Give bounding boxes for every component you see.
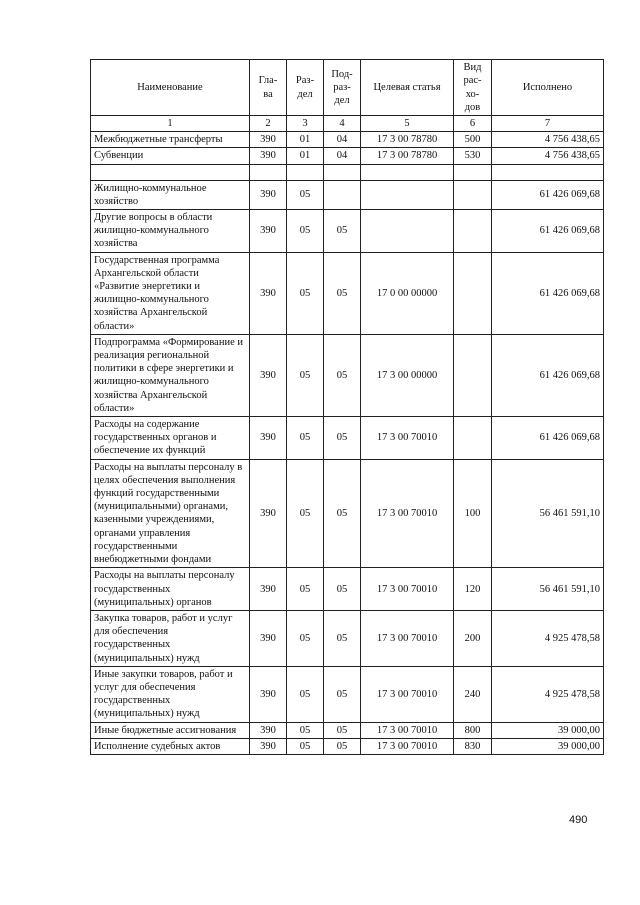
column-index-row: [91, 116, 604, 132]
table-row: [91, 180, 604, 209]
cell-target: 17 3 00 70010: [361, 417, 454, 460]
cell-vid: 100: [454, 459, 492, 568]
header-vid: Вид рас- хо- дов: [454, 60, 492, 116]
cell-razdel: 05: [287, 180, 324, 209]
blank-cell: [492, 164, 604, 180]
cell-name: Государственная программа Архангельской области «Развитие энергетики и жилищно-коммунального хозяйства Архангельской области»: [91, 252, 250, 334]
cell-target: 17 3 00 70010: [361, 459, 454, 568]
spacer-body: [91, 164, 604, 180]
cell-amount: 61 426 069,68: [492, 210, 604, 253]
cell-vid: [454, 417, 492, 460]
cell-amount: 4 756 438,65: [492, 148, 604, 164]
cell-target: [361, 180, 454, 209]
cell-amount: 61 426 069,68: [492, 334, 604, 416]
cell-podrazdel: [324, 180, 361, 209]
cell-glava: 390: [250, 210, 287, 253]
cell-amount: 4 925 478,58: [492, 610, 604, 666]
cell-vid: [454, 210, 492, 253]
cell-amount: 56 461 591,10: [492, 568, 604, 611]
cell-glava: 390: [250, 610, 287, 666]
cell-target: 17 3 00 78780: [361, 132, 454, 148]
cell-glava: 390: [250, 459, 287, 568]
cell-target: 17 3 00 78780: [361, 148, 454, 164]
cell-vid: 830: [454, 738, 492, 754]
cell-name: Иные закупки товаров, работ и услуг для обеспечения государственных (муниципальных) нужд: [91, 666, 250, 722]
cell-vid: 500: [454, 132, 492, 148]
cell-razdel: 05: [287, 459, 324, 568]
header-glava: Гла- ва: [250, 60, 287, 116]
cell-razdel: 05: [287, 210, 324, 253]
cell-razdel: 05: [287, 738, 324, 754]
table-row: [91, 568, 604, 611]
blank-cell: [324, 164, 361, 180]
cell-name: Закупка товаров, работ и услуг для обеспечения государственных (муниципальных) нужд: [91, 610, 250, 666]
cell-target: 17 3 00 70010: [361, 722, 454, 738]
index-cell: 6: [454, 116, 492, 132]
cell-podrazdel: 05: [324, 252, 361, 334]
cell-podrazdel: 05: [324, 568, 361, 611]
cell-amount: 4 925 478,58: [492, 666, 604, 722]
blank-cell: [250, 164, 287, 180]
table-row: [91, 738, 604, 754]
cell-amount: 61 426 069,68: [492, 417, 604, 460]
cell-name: Другие вопросы в области жилищно-коммунального хозяйства: [91, 210, 250, 253]
cell-amount: 56 461 591,10: [492, 459, 604, 568]
cell-podrazdel: 04: [324, 132, 361, 148]
cell-podrazdel: 05: [324, 610, 361, 666]
blank-cell: [361, 164, 454, 180]
table-body-main: [91, 180, 604, 754]
cell-target: 17 3 00 70010: [361, 568, 454, 611]
table-row: [91, 610, 604, 666]
cell-razdel: 05: [287, 568, 324, 611]
cell-podrazdel: 05: [324, 334, 361, 416]
table-row: [91, 132, 604, 148]
cell-name: Расходы на выплаты персоналу в целях обеспечения выполнения функций государственными (муниципальными) органами, казенными учреждениями, органами управления государственными внебюджетными фондами: [91, 459, 250, 568]
cell-vid: 120: [454, 568, 492, 611]
cell-amount: 39 000,00: [492, 722, 604, 738]
blank-cell: [91, 164, 250, 180]
cell-razdel: 05: [287, 417, 324, 460]
cell-target: [361, 210, 454, 253]
cell-vid: 530: [454, 148, 492, 164]
cell-razdel: 01: [287, 148, 324, 164]
cell-name: Иные бюджетные ассигнования: [91, 722, 250, 738]
cell-target: 17 0 00 00000: [361, 252, 454, 334]
cell-name: Жилищно-коммунальное хозяйство: [91, 180, 250, 209]
table-row: [91, 666, 604, 722]
header-podrazdel: Под- раз- дел: [324, 60, 361, 116]
cell-vid: [454, 334, 492, 416]
table-row: [91, 252, 604, 334]
page-number: 490: [569, 814, 588, 826]
cell-glava: 390: [250, 148, 287, 164]
cell-podrazdel: 05: [324, 459, 361, 568]
table-row: [91, 210, 604, 253]
cell-vid: [454, 180, 492, 209]
cell-razdel: 05: [287, 610, 324, 666]
cell-glava: 390: [250, 722, 287, 738]
cell-glava: 390: [250, 738, 287, 754]
cell-vid: [454, 252, 492, 334]
cell-podrazdel: 05: [324, 417, 361, 460]
table-row: [91, 417, 604, 460]
cell-razdel: 05: [287, 252, 324, 334]
cell-glava: 390: [250, 180, 287, 209]
cell-name: Субвенции: [91, 148, 250, 164]
cell-glava: 390: [250, 334, 287, 416]
cell-razdel: 05: [287, 334, 324, 416]
cell-glava: 390: [250, 132, 287, 148]
cell-glava: 390: [250, 568, 287, 611]
blank-cell: [454, 164, 492, 180]
cell-target: 17 3 00 70010: [361, 666, 454, 722]
cell-podrazdel: 05: [324, 722, 361, 738]
table-body-top: [91, 132, 604, 164]
budget-table: [90, 59, 604, 755]
cell-name: Исполнение судебных актов: [91, 738, 250, 754]
index-cell: 4: [324, 116, 361, 132]
cell-target: 17 3 00 00000: [361, 334, 454, 416]
header-row: [91, 60, 604, 116]
header-name: Наименование: [91, 60, 250, 116]
cell-razdel: 05: [287, 722, 324, 738]
document-page: [90, 59, 603, 755]
table-row: [91, 334, 604, 416]
cell-target: 17 3 00 70010: [361, 738, 454, 754]
cell-podrazdel: 05: [324, 666, 361, 722]
cell-name: Подпрограмма «Формирование и реализация региональной политики в сфере энергетики и жилищно-коммунального хозяйства Архангельской области»: [91, 334, 250, 416]
cell-glava: 390: [250, 417, 287, 460]
cell-amount: 61 426 069,68: [492, 180, 604, 209]
cell-podrazdel: 05: [324, 738, 361, 754]
blank-row: [91, 164, 604, 180]
cell-amount: 4 756 438,65: [492, 132, 604, 148]
cell-vid: 200: [454, 610, 492, 666]
index-cell: 2: [250, 116, 287, 132]
cell-name: Расходы на выплаты персоналу государственных (муниципальных) органов: [91, 568, 250, 611]
index-cell: 3: [287, 116, 324, 132]
cell-amount: 61 426 069,68: [492, 252, 604, 334]
cell-podrazdel: 05: [324, 210, 361, 253]
cell-razdel: 05: [287, 666, 324, 722]
index-cell: 5: [361, 116, 454, 132]
header-target: Целевая статья: [361, 60, 454, 116]
cell-vid: 800: [454, 722, 492, 738]
cell-name: Расходы на содержание государственных органов и обеспечение их функций: [91, 417, 250, 460]
cell-name: Межбюджетные трансферты: [91, 132, 250, 148]
blank-cell: [287, 164, 324, 180]
cell-target: 17 3 00 70010: [361, 610, 454, 666]
table-row: [91, 722, 604, 738]
header-executed: Исполнено: [492, 60, 604, 116]
table-row: [91, 148, 604, 164]
index-cell: 1: [91, 116, 250, 132]
cell-podrazdel: 04: [324, 148, 361, 164]
header-razdel: Раз- дел: [287, 60, 324, 116]
cell-razdel: 01: [287, 132, 324, 148]
cell-amount: 39 000,00: [492, 738, 604, 754]
table-row: [91, 459, 604, 568]
cell-glava: 390: [250, 666, 287, 722]
index-cell: 7: [492, 116, 604, 132]
cell-vid: 240: [454, 666, 492, 722]
cell-glava: 390: [250, 252, 287, 334]
